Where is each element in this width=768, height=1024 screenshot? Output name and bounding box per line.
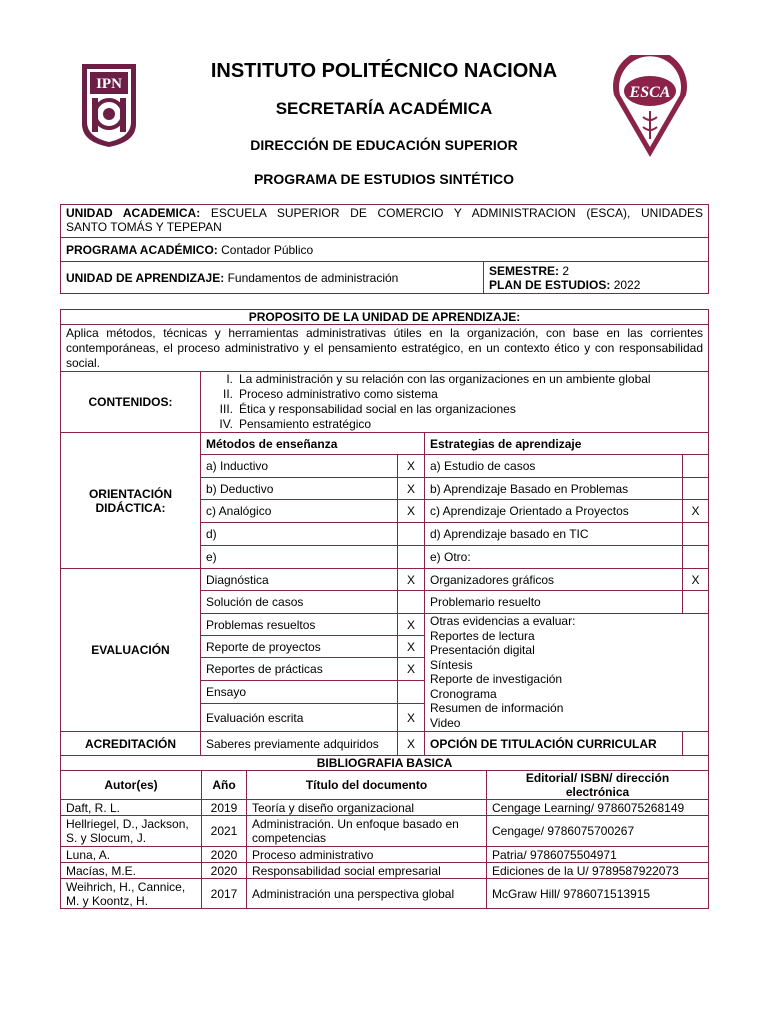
evaluacion-mark: X: [397, 657, 425, 681]
semestre-plan-cell: [483, 261, 709, 294]
bib-header-autor: Autor(es): [60, 770, 202, 800]
bib-anio: 2020: [201, 846, 247, 863]
evaluacion-item: Solución de casos: [200, 590, 398, 614]
svg-text:IPN: IPN: [96, 76, 122, 92]
bib-autor: Hellriegel, D., Jackson, S. y Slocum, J.: [60, 815, 202, 847]
evaluacion-mark: [397, 590, 425, 614]
bib-header-editorial: Editorial/ ISBN/ dirección electrónica: [486, 770, 709, 800]
bib-autor: Luna, A.: [60, 846, 202, 863]
estrategia-item: d) Aprendizaje basado en TIC: [424, 522, 683, 546]
esca-logo: [610, 55, 690, 159]
bib-header-titulo: Título del documento: [246, 770, 487, 800]
acreditacion-label: ACREDITACIÓN: [60, 731, 201, 756]
evaluacion-mark: X: [397, 703, 425, 732]
contenido-item: I. La administración y su relación con las organizaciones en un ambiente global: [226, 372, 651, 386]
svg-text:ESCA: ESCA: [629, 84, 671, 101]
estrategia-item: e) Otro:: [424, 545, 683, 569]
unidad-aprendizaje-label: UNIDAD DE APRENDIZAJE:: [66, 270, 225, 285]
otras-evidencias-title: Otras evidencias a evaluar:: [430, 614, 576, 628]
contenido-item: IV. Pensamiento estratégico: [219, 417, 372, 431]
programa-heading: PROGRAMA DE ESTUDIOS SINTÉTICO: [253, 171, 515, 187]
bib-titulo: Administración una perspectiva global: [246, 878, 487, 909]
otras-evidencias-cell: [424, 613, 709, 732]
otras-evidencia-item: Cronograma: [430, 686, 497, 701]
bib-editorial: Cengage Learning/ 9786075268149: [486, 799, 709, 816]
bib-titulo: Teoría y diseño organizacional: [246, 799, 487, 816]
plan-label: PLAN DE ESTUDIOS:: [489, 278, 611, 292]
evaluacion-item: Diagnóstica: [200, 568, 398, 591]
bib-anio: 2019: [201, 799, 247, 816]
bib-anio: 2020: [201, 862, 247, 879]
acreditacion-value: Saberes previamente adquiridos: [200, 731, 398, 756]
metodo-item: a) Inductivo: [200, 454, 398, 478]
metodo-item: d): [200, 522, 398, 546]
orientacion-label: ORIENTACIÓN DIDÁCTICA:: [60, 432, 201, 569]
metodo-mark: [397, 545, 425, 569]
institution-title: INSTITUTO POLITÉCNICO NACIONA: [210, 60, 558, 82]
contenido-item: III. Ética y responsabilidad social en las organizaciones: [219, 402, 516, 416]
bib-titulo: Proceso administrativo: [246, 846, 487, 863]
bibliografia-title: BIBLIOGRAFIA BASICA: [60, 755, 709, 771]
metodo-mark: X: [397, 477, 425, 500]
otras-evidencia-item: Presentación digital: [430, 643, 535, 657]
bib-header-anio: Año: [201, 770, 247, 800]
semestre-label: SEMESTRE:: [489, 264, 560, 278]
otras-evidencia-item: Resumen de información: [430, 701, 564, 715]
contenidos-label: CONTENIDOS:: [60, 371, 201, 433]
metodo-mark: X: [397, 499, 425, 523]
proposito-title: PROPOSITO DE LA UNIDAD DE APRENDIZAJE:: [60, 309, 709, 325]
otras-evidencia-item: Reportes de lectura: [430, 628, 535, 643]
evaluacion-label: EVALUACIÓN: [60, 568, 201, 732]
otras-evidencia-item: Reporte de investigación: [430, 672, 563, 686]
bib-autor: Weihrich, H., Cannice, M. y Koontz, H.: [60, 878, 202, 909]
metodo-mark: [397, 522, 425, 546]
bib-editorial: Ediciones de la U/ 9789587922073: [486, 862, 709, 879]
bib-anio: 2017: [201, 878, 247, 909]
problemario-item: Problemario resuelto: [424, 590, 683, 614]
programa-academico-label: PROGRAMA ACADÉMICO:: [66, 242, 218, 257]
metodos-header: Métodos de enseñanza: [200, 432, 425, 455]
problemario-mark: [682, 590, 709, 614]
unidad-aprendizaje-cell: [60, 261, 484, 294]
evaluacion-item: Problemas resueltos: [200, 613, 398, 636]
opcion-titulacion-mark: [682, 731, 709, 756]
semestre-value: 2: [562, 264, 570, 278]
estrategia-mark: X: [682, 499, 709, 523]
bib-anio: 2021: [201, 815, 247, 847]
evaluacion-item: Evaluación escrita: [200, 703, 398, 732]
organizadores-item: Organizadores gráficos: [424, 568, 683, 591]
contenido-item: II. Proceso administrativo como sistema: [222, 387, 438, 401]
plan-value: 2022: [613, 278, 641, 292]
contenidos-list-cell: [200, 371, 709, 433]
bib-autor: Daft, R. L.: [60, 799, 202, 816]
unidad-academica-value-line2: SANTO TOMÁS Y TEPEPAN: [66, 220, 222, 234]
opcion-titulacion: OPCIÓN DE TITULACIÓN CURRICULAR: [424, 731, 683, 756]
unidad-aprendizaje-value: Fundamentos de administración: [227, 270, 399, 285]
metodo-item: c) Analógico: [200, 499, 398, 523]
unidad-academica-cell: [60, 204, 709, 238]
metodo-item: b) Deductivo: [200, 477, 398, 500]
estrategia-mark: [682, 522, 709, 546]
estrategia-item: a) Estudio de casos: [424, 454, 683, 478]
bib-titulo: Responsabilidad social empresarial: [246, 862, 487, 879]
unidad-academica-label: UNIDAD ACADEMICA:: [66, 206, 201, 220]
estrategia-item: b) Aprendizaje Basado en Problemas: [424, 477, 683, 500]
otras-evidencia-item: Video: [430, 715, 461, 730]
unidad-academica-value-line1: ESCUELA SUPERIOR DE COMERCIO Y ADMINISTRACION (ESCA), UNIDADES: [210, 206, 703, 220]
estrategia-mark: [682, 477, 709, 500]
evaluacion-item: Reporte de proyectos: [200, 635, 398, 658]
bib-autor: Macías, M.E.: [60, 862, 202, 879]
bib-editorial: McGraw Hill/ 9786071513915: [486, 878, 709, 909]
estrategias-header: Estrategias de aprendizaje: [424, 432, 709, 455]
evaluacion-mark: X: [397, 635, 425, 658]
bib-editorial: Patria/ 9786075504971: [486, 846, 709, 863]
estrategia-mark: [682, 545, 709, 569]
evaluacion-mark: X: [397, 613, 425, 636]
otras-evidencia-item: Síntesis: [430, 657, 473, 672]
programa-academico-cell: [60, 237, 709, 262]
acreditacion-mark: X: [397, 731, 425, 756]
direccion-heading: DIRECCIÓN DE EDUCACIÓN SUPERIOR: [250, 137, 518, 153]
proposito-text: Aplica métodos, técnicas y herramientas administrativas útiles en la organización, con base en las corrientes contemporáneas, el proceso administrativo y el pensamiento estratégico, en un contexto ético y con responsabilidad social.: [60, 324, 709, 372]
evaluacion-mark: [397, 680, 425, 704]
evaluacion-item: Reportes de prácticas: [200, 657, 398, 681]
organizadores-mark: X: [682, 568, 709, 591]
estrategia-item: c) Aprendizaje Orientado a Proyectos: [424, 499, 683, 523]
metodo-item: e): [200, 545, 398, 569]
evaluacion-mark: X: [397, 568, 425, 591]
programa-academico-value: Contador Público: [221, 242, 314, 257]
bib-titulo: Administración. Un enfoque basado en competencias: [246, 815, 487, 847]
contenidos-list: [201, 372, 708, 432]
metodo-mark: X: [397, 454, 425, 478]
evaluacion-item: Ensayo: [200, 680, 398, 704]
estrategia-mark: [682, 454, 709, 478]
secretaria-heading: SECRETARÍA ACADÉMICA: [275, 99, 493, 118]
bib-editorial: Cengage/ 9786075700267: [486, 815, 709, 847]
